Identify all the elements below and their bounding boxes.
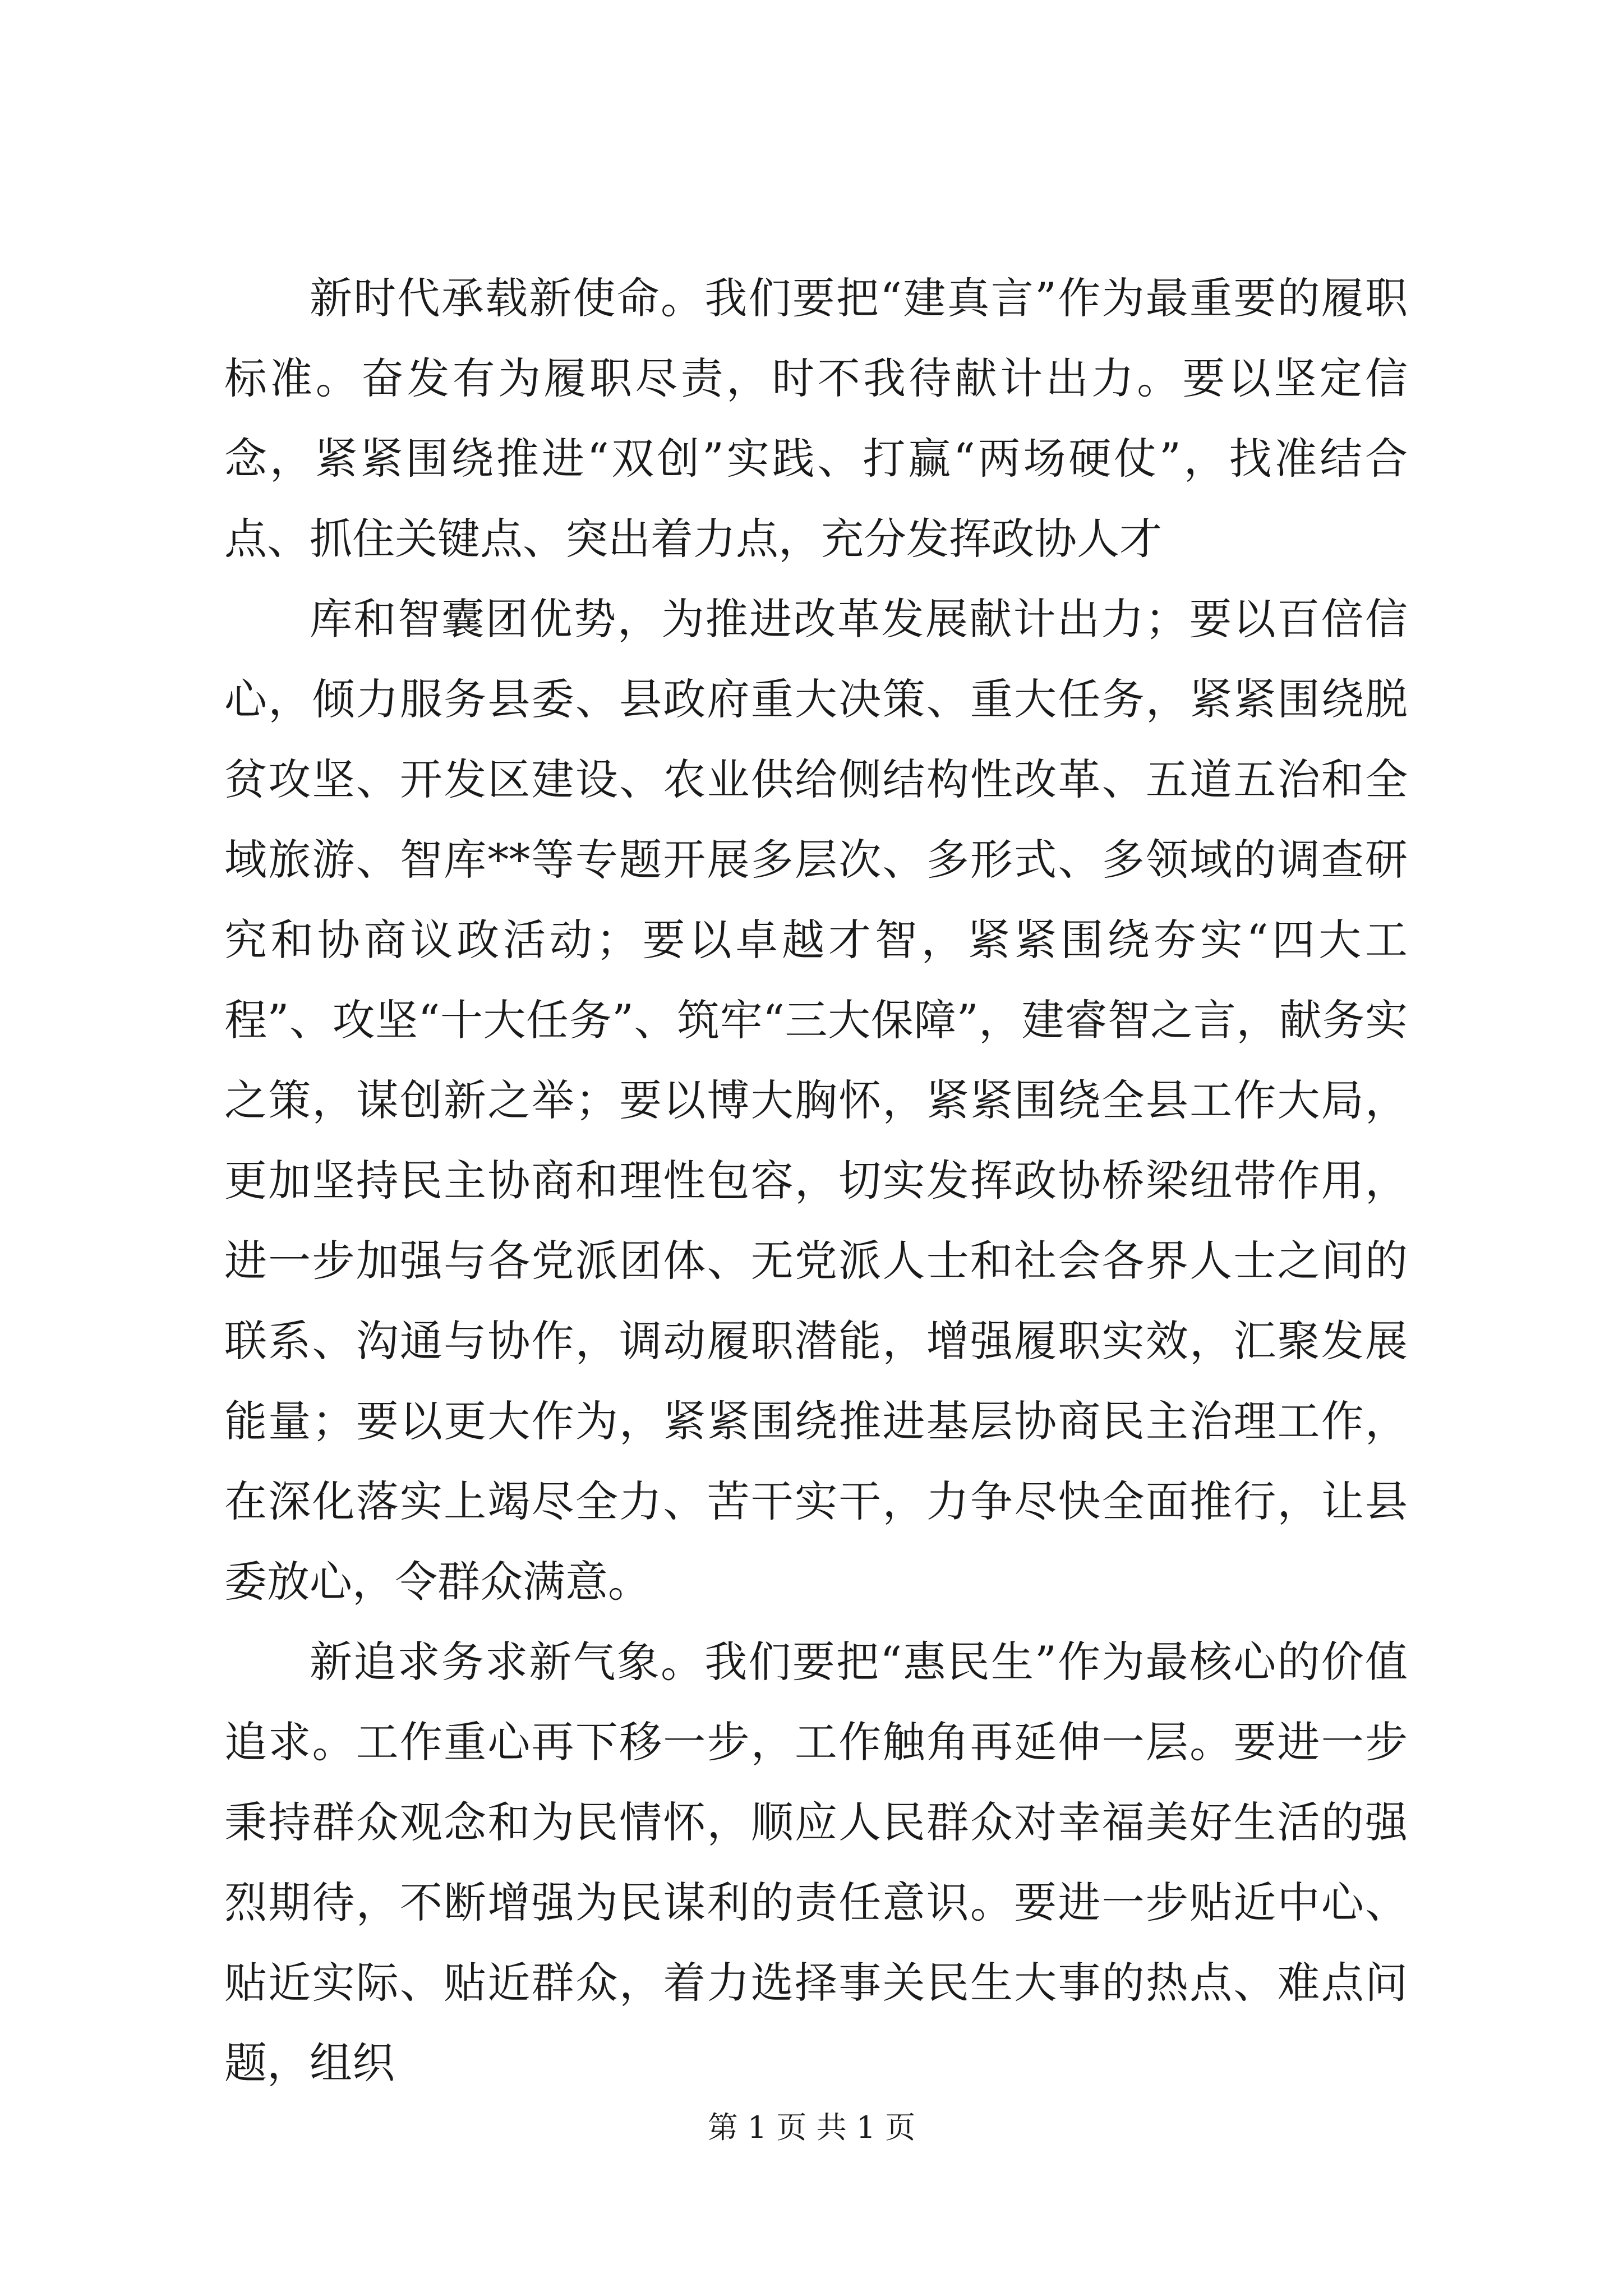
paragraph-2: 库和智囊团优势，为推进改革发展献计出力；要以百倍信心，倾力服务县委、县政府重大决策、重大任务，紧紧围绕脱贫攻坚、开发区建设、农业供给侧结构性改革、五道五治和全域旅游、智库**等专题开展多层次、多形式、多领域的调查研究和协商议政活动；要以卓越才智，紧紧围绕夯实“四大工程”、攻坚“十大任务”、筑牢“三大保障”，建睿智之言，献务实之策，谋创新之举；要以博大胸怀，紧紧围绕全县工作大局，更加坚持民主协商和理性包容，切实发挥政协桥梁纽带作用，进一步加强与各党派团体、无党派人士和社会各界人士之间的联系、沟通与协作，调动履职潜能，增强履职实效，汇聚发展能量；要以更大作为，紧紧围绕推进基层协商民主治理工作，在深化落实上竭尽全力、苦干实干，力争尽快全面推行，让县委放心，令群众满意。 <box>224 594 1408 1607</box>
paragraph-3: 新追求务求新气象。我们要把“惠民生”作为最核心的价值追求。工作重心再下移一步，工作触角再延伸一层。要进一步秉持群众观念和为民情怀，顺应人民群众对幸福美好生活的强烈期待，不断增强为民谋利的责任意识。要进一步贴近中心、贴近实际、贴近群众，着力选择事关民生大事的热点、难点问题，组织 <box>224 1637 1408 2088</box>
paragraph-1: 新时代承载新使命。我们要把“建真言”作为最重要的履职标准。奋发有为履职尽责，时不我待献计出力。要以坚定信念，紧紧围绕推进“双创”实践、打赢“两场硬仗”，找准结合点、抓住关键点、突出着力点，充分发挥政协人才 <box>224 273 1408 564</box>
document-body <box>224 258 1408 2103</box>
page-footer: 第 1 页 共 1 页 <box>707 2110 916 2145</box>
